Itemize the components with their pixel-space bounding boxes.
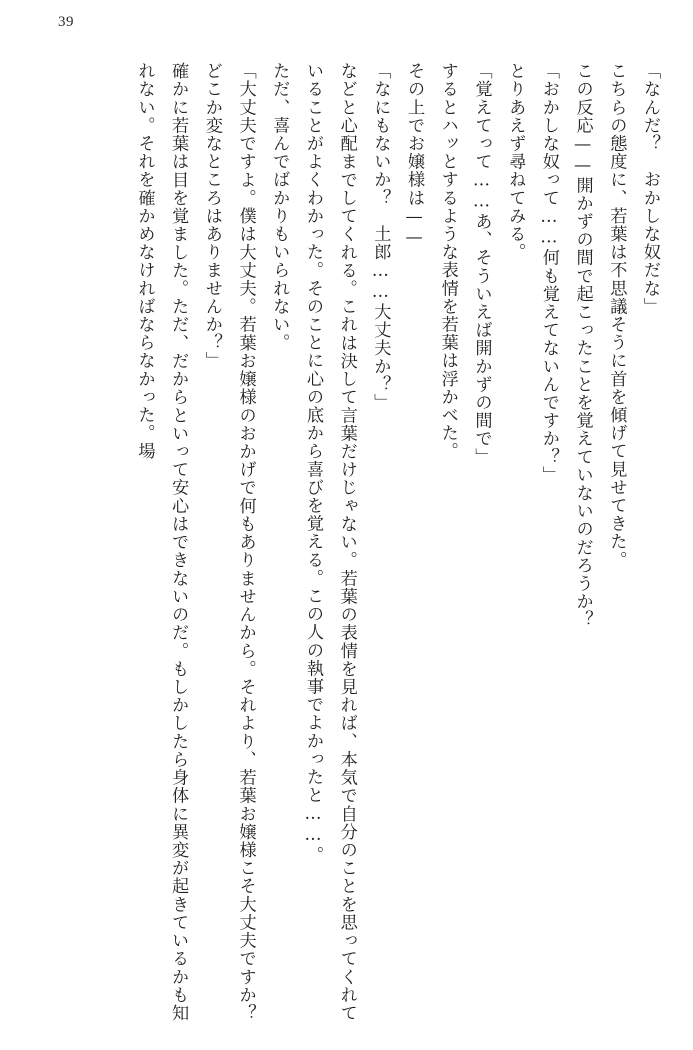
paragraph: この反応——開かずの間で起こったことを覚えていないのだろうか？ (572, 62, 593, 629)
page-number: 39 (58, 14, 74, 30)
paragraph: 「覚えてって……あ、そういえば開かずの間で」 (471, 62, 492, 466)
paragraph: 「大丈夫ですよ。僕は大丈夫。若葉お嬢様のおかげで何もありませんから。それより、若葉お嬢様こそ大丈夫ですか？ どこか変なところはありませんか？」 (201, 62, 256, 1041)
paragraph: その上でお嬢様は—— (404, 62, 425, 249)
paragraph: などと心配までしてくれる。これは決して言葉だけじゃない。若葉の表情を見れば、本気で自分のことを思ってくれていることがよくわかった。そのことに心の底から喜びを覚える。この人の執事でよかったと……。 (302, 62, 357, 1022)
paragraph: するとハッとするような表情を若葉は浮かべた。 (437, 62, 458, 461)
paragraph: こちらの態度に、若葉は不思議そうに首を傾げて見せてきた。 (606, 62, 627, 569)
paragraph: 「おかしな奴って……何も覚えてないんですか？」 (538, 62, 559, 484)
paragraph: 確かに若葉は目を覚ました。ただ、だからといって安心はできないのだ。もしかしたら身体に異変が起きているかも知れない。それを確かめなければならなかった。場 (134, 62, 189, 1022)
paragraph: ただ、喜んでばかりもいられない。 (269, 62, 290, 352)
paragraph: とりあえず尋ねてみる。 (505, 62, 526, 262)
body-text (18, 62, 666, 1041)
paragraph: 「なんだ？ おかしな奴だな」 (640, 62, 660, 316)
paragraph: 「なにもないか？ 土郎……大丈夫か？」 (370, 62, 391, 412)
